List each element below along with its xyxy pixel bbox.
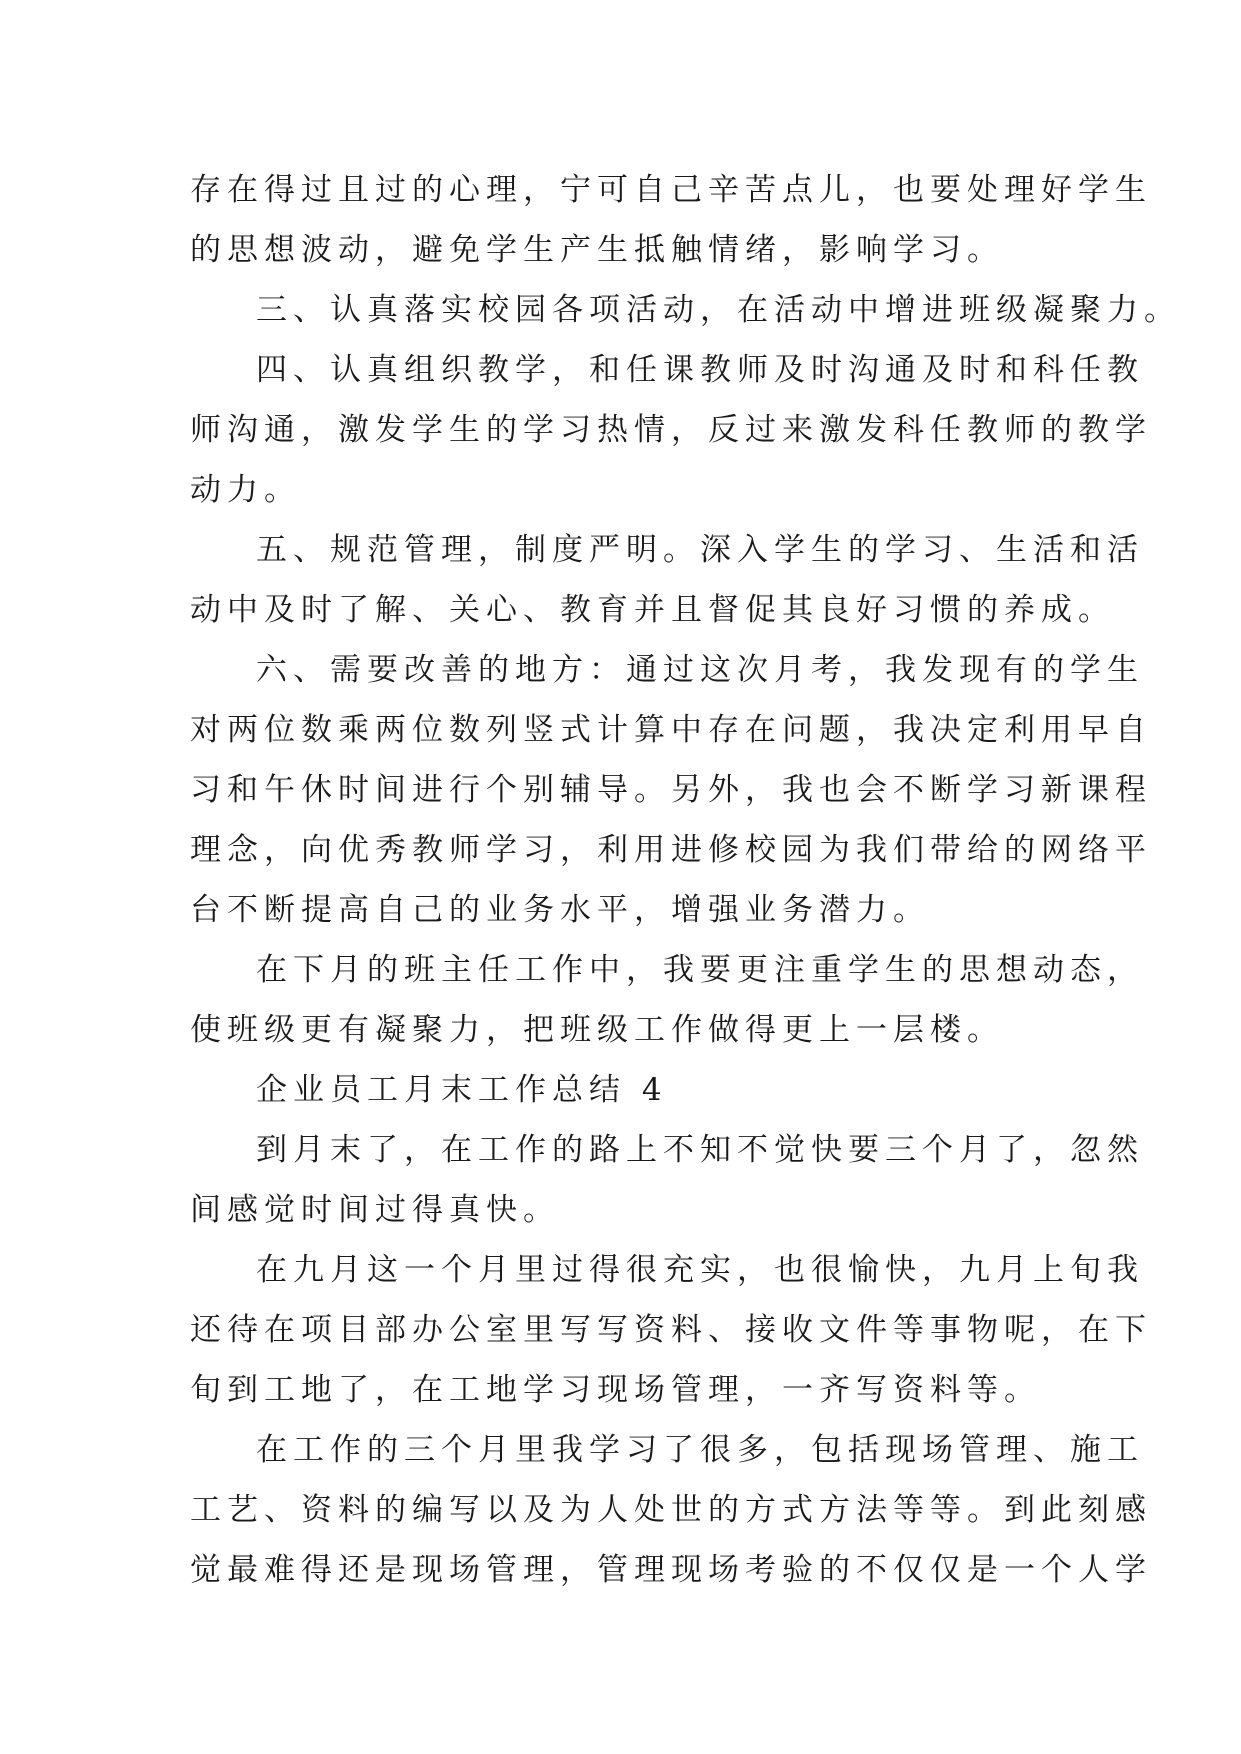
paragraph-line: 工艺、资料的编写以及为人处世的方式方法等等。到此刻感 bbox=[190, 1492, 1152, 1528]
paragraph-line: 动力。 bbox=[190, 472, 301, 508]
paragraph-line: 习和午休时间进行个别辅导。另外，我也会不断学习新课程 bbox=[190, 772, 1152, 808]
paragraph-first-line: 企业员工月末工作总结 4 bbox=[256, 1072, 668, 1108]
paragraph-line: 台不断提高自己的业务水平，增强业务潜力。 bbox=[190, 892, 930, 928]
paragraph-line: 间感觉时间过得真快。 bbox=[190, 1192, 560, 1228]
paragraph-line: 师沟通，激发学生的学习热情，反过来激发科任教师的教学 bbox=[190, 412, 1152, 448]
paragraph-line: 理念，向优秀教师学习，利用进修校园为我们带给的网络平 bbox=[190, 832, 1152, 868]
paragraph-first-line: 到月末了，在工作的路上不知不觉快要三个月了，忽然 bbox=[256, 1132, 1144, 1168]
paragraph-first-line: 在下月的班主任工作中，我要更注重学生的思想动态， bbox=[256, 952, 1144, 988]
paragraph-line: 旬到工地了，在工地学习现场管理，一齐写资料等。 bbox=[190, 1372, 1041, 1408]
document-body bbox=[190, 160, 1181, 1600]
paragraph-first-line: 五、规范管理，制度严明。深入学生的学习、生活和活 bbox=[256, 532, 1144, 568]
paragraph-line: 存在得过且过的心理，宁可自己辛苦点儿，也要处理好学生 bbox=[190, 172, 1152, 208]
paragraph-first-line: 在工作的三个月里我学习了很多，包括现场管理、施工 bbox=[256, 1432, 1144, 1468]
paragraph-line: 的思想波动，避免学生产生抵触情绪，影响学习。 bbox=[190, 232, 1004, 268]
paragraph-line: 动中及时了解、关心、教育并且督促其良好习惯的养成。 bbox=[190, 592, 1115, 628]
paragraph-line: 使班级更有凝聚力，把班级工作做得更上一层楼。 bbox=[190, 1012, 1004, 1048]
paragraph-line: 对两位数乘两位数列竖式计算中存在问题，我决定利用早自 bbox=[190, 712, 1152, 748]
paragraph-first-line: 三、认真落实校园各项活动，在活动中增进班级凝聚力。 bbox=[256, 292, 1181, 328]
paragraph-line: 还待在项目部办公室里写写资料、接收文件等事物呢，在下 bbox=[190, 1312, 1152, 1348]
paragraph-first-line: 在九月这一个月里过得很充实，也很愉快，九月上旬我 bbox=[256, 1252, 1144, 1288]
paragraph-line: 觉最难得还是现场管理，管理现场考验的不仅仅是一个人学 bbox=[190, 1552, 1152, 1588]
paragraph-first-line: 四、认真组织教学，和任课教师及时沟通及时和科任教 bbox=[256, 352, 1144, 388]
paragraph-first-line: 六、需要改善的地方：通过这次月考，我发现有的学生 bbox=[256, 652, 1144, 688]
